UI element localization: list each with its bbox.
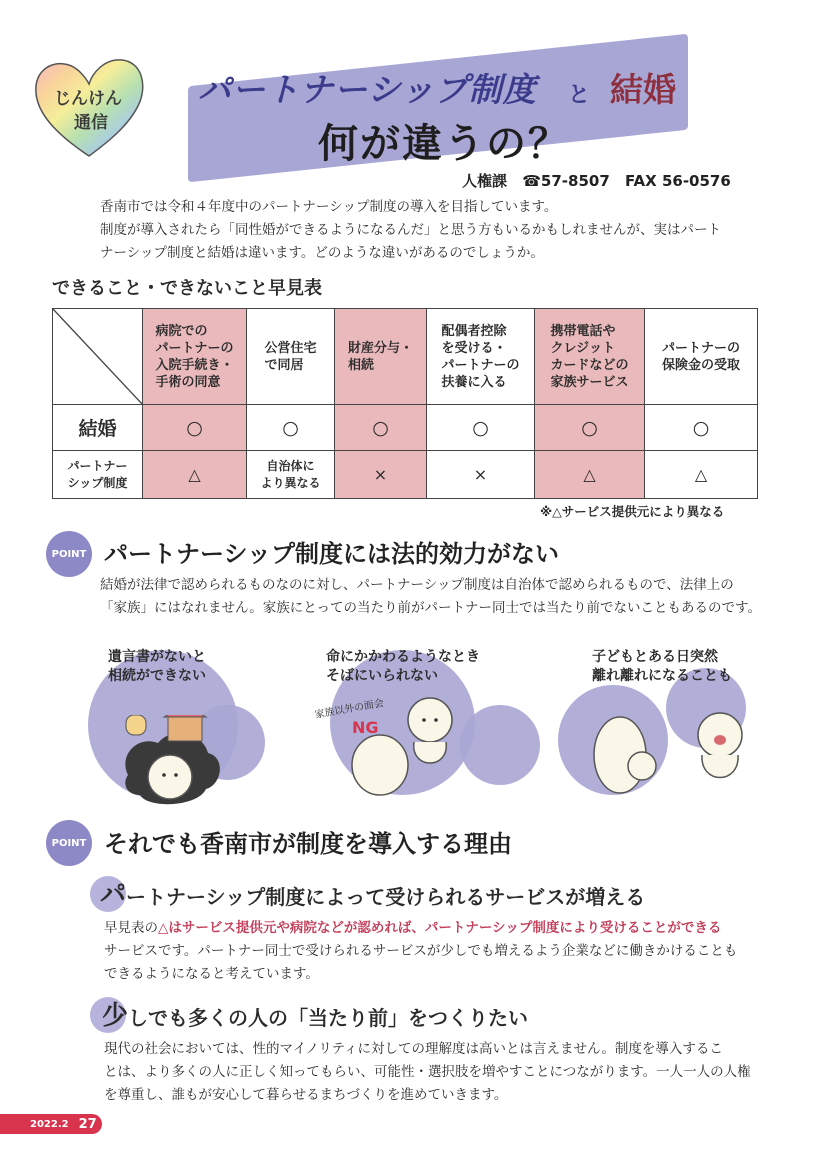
header-hospital: 病院での パートナーの 入院手続き・ 手術の同意 [155,323,234,390]
point1-body [100,574,770,620]
page-number-tab [0,1114,102,1134]
table-header-cell [427,309,535,405]
point-badge: POINT [46,820,92,866]
caption-line: 遺言書がないと [108,649,206,665]
sign-text: 家族以外の面会 [313,697,385,721]
table-cell: ○ [143,405,247,451]
caption-line: 子どもとある日突然 [592,649,718,665]
point2-title: それでも香南市が制度を導入する理由 [104,830,512,858]
diagonal-line [53,309,143,405]
table-header-row [53,309,758,405]
title-to: と [568,83,591,108]
table-cell: ○ [335,405,427,451]
badge-line2: 通信 [74,113,108,133]
reason2-body [104,1038,774,1107]
table-cell: 自治体に より異なる [247,451,335,499]
illustration1-caption [108,648,206,686]
point1-line: 結婚が法律で認められるものなのに対し、パートナーシップ制度は自治体で認められるもので、法律上の [100,577,734,593]
issue-date: 2022.2 [30,1118,69,1130]
reason1-initial: パ [100,880,127,910]
intro-line: 香南市では令和４年度中のパートナーシップ制度の導入を目指しています。 [100,199,558,215]
caption-line: そばにいられない [326,668,438,684]
separated-family-illustration [590,700,760,800]
header-family-service: 携帯電話や クレジット カードなどの 家族サービス [550,323,629,390]
contact-fax: FAX 56-0576 [625,172,731,190]
table-cell: × [335,451,427,499]
reason2-line: を尊重し、誰もが安心して暮らせるまちづくりを進めていきます。 [104,1087,508,1103]
table-cell: △ [535,451,645,499]
table-cell: ○ [427,405,535,451]
reason2-title: しでも多くの人の「当たり前」をつくりたい [128,1006,528,1030]
table-cell: △ [143,451,247,499]
row-label: パートナー シップ制度 [53,451,143,499]
table-row-marriage [53,405,758,451]
contact-dept: 人権課 [462,172,508,190]
intro-line: ナーシップ制度と結婚は違います。どのような違いがあるのでしょうか。 [100,245,544,261]
reason1-line: できるようになると考えています。 [104,966,319,982]
table-cell: ○ [645,405,758,451]
intro-text [100,196,740,265]
contact-tel: ☎57-8507 [522,172,610,190]
table-corner-cell [53,309,143,405]
header-tax: 配偶者控除 を受ける・ パートナーの 扶養に入る [441,323,520,390]
reason2-initial: 少 [102,1001,129,1031]
row-label: 結婚 [53,405,143,451]
table-cell: ○ [247,405,335,451]
reason1-line [104,917,774,940]
caption-line: 相続ができない [108,668,206,684]
comparison-table [52,308,758,499]
contact-info [462,170,741,191]
table-footnote: ※△サービス提供元により異なる [540,504,725,519]
point1-title: パートナーシップ制度には法的効力がない [104,540,560,568]
reason1-pre: 早見表の [104,920,158,936]
table-header-cell [645,309,758,405]
caption-line: 命にかかわるようなとき [326,649,480,665]
header-housing: 公営住宅 で同居 [264,340,317,373]
illustration2-caption [326,648,480,686]
ng-mark: NG [352,718,379,737]
illustration3-caption [592,648,732,686]
worried-person-illustration [118,715,228,815]
header-inheritance: 財産分与・ 相続 [347,340,413,373]
table-row-partnership [53,451,758,499]
reason1-body [104,917,774,986]
reason2-line: とは、より多くの人に正しく知ってもらい、可能性・選択肢を増やすことにつながります。一人一人の人権 [104,1064,751,1080]
reason1-line: サービスです。パートナー同士で受けられるサービスが少しでも増えるよう企業などに働きかけることも [104,943,738,959]
reason1-title: ートナーシップ制度によって受けられるサービスが増える [126,885,646,909]
table-section-title: できること・できないこと早見表 [52,278,322,299]
table-header-cell [143,309,247,405]
intro-line: 制度が導入されたら「同性婚ができるようになるんだ」と思う方もいるかもしれませんが、実はパート [100,222,721,238]
title-marriage: 結婚 [610,70,676,109]
illustration2-bg-small [460,705,540,785]
header-insurance: パートナーの 保険金の受取 [661,340,740,373]
caption-line: 離れ離れになることも [592,668,732,684]
title-partnership: パートナーシップ制度 [198,70,537,109]
page-title: 何が違うの？ [318,121,570,167]
table-header-cell [535,309,645,405]
page-number: 27 [78,1116,97,1132]
point-badge: POINT [46,531,92,577]
table-cell: △ [645,451,758,499]
table-cell: ○ [535,405,645,451]
reason2-line: 現代の社会においては、性的マイノリティに対しての理解度は高いとは言えません。制度を導入するこ [104,1041,723,1057]
table-header-cell [247,309,335,405]
table-cell: × [427,451,535,499]
reason1-highlight: △はサービス提供元や病院などが認めれば、パートナーシップ制度により受けることができる [158,920,722,936]
point1-line: 「家族」にはなれません。家族にとっての当たり前がパートナー同士では当たり前でないこともあるのです。 [100,600,761,616]
table-header-cell [335,309,427,405]
badge-line1: じんけん [54,89,122,109]
